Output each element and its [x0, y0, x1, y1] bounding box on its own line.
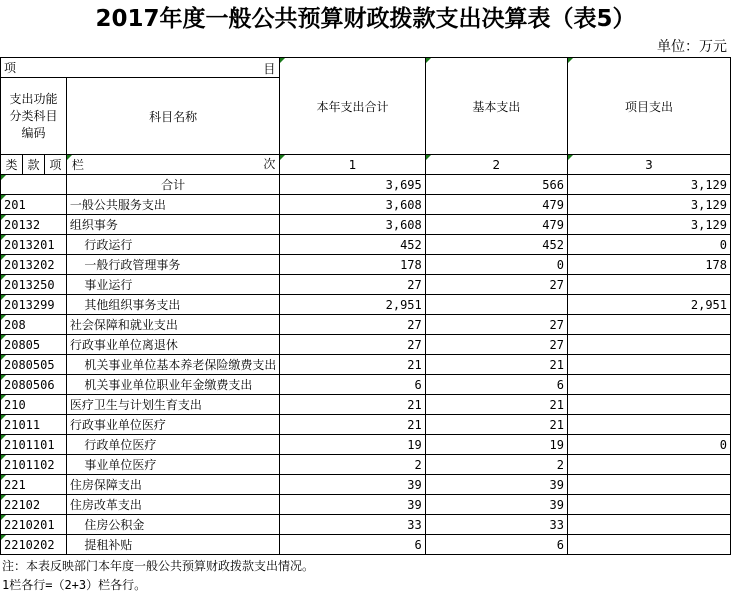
- row-name: 一般行政管理事务: [66, 255, 279, 275]
- header-item-cell: [1, 58, 280, 78]
- row-name: 提租补贴: [66, 535, 279, 555]
- table-row: [1, 395, 731, 415]
- row-total: 21: [280, 415, 425, 435]
- table-row: [1, 195, 731, 215]
- row-name: 行政运行: [66, 235, 279, 255]
- row-code: 208: [1, 315, 67, 335]
- row-code: 201: [1, 195, 67, 215]
- expenditure-table: [0, 57, 731, 555]
- header-lanci-cell: [66, 155, 279, 175]
- header-mu-label: 目: [263, 62, 276, 76]
- row-project: 178: [567, 255, 730, 275]
- row-total: 452: [280, 235, 425, 255]
- header-n2: 2: [425, 155, 567, 175]
- note-line: 1栏各行=（2+3）栏各行。: [2, 578, 147, 592]
- table-row: [1, 415, 731, 435]
- row-project: 3,129: [567, 195, 730, 215]
- row-code: 2210202: [1, 535, 67, 555]
- row-code: 2013201: [1, 235, 67, 255]
- row-name: 社会保障和就业支出: [66, 315, 279, 335]
- row-code: 210: [1, 395, 67, 415]
- header-basic: 基本支出: [425, 58, 567, 155]
- row-name: 机关事业单位基本养老保险缴费支出: [66, 355, 279, 375]
- table-row: [1, 515, 731, 535]
- row-name: 行政单位医疗: [66, 435, 279, 455]
- row-project: 2,951: [567, 295, 730, 315]
- row-name: 住房改革支出: [66, 495, 279, 515]
- row-basic: 0: [425, 255, 567, 275]
- table-row: [1, 315, 731, 335]
- row-project: [567, 375, 730, 395]
- row-project: [567, 475, 730, 495]
- header-n3: 3: [567, 155, 730, 175]
- row-name: 组织事务: [66, 215, 279, 235]
- row-total: 3,695: [280, 175, 425, 195]
- row-total: 33: [280, 515, 425, 535]
- row-name: 一般公共服务支出: [66, 195, 279, 215]
- row-total: 19: [280, 435, 425, 455]
- row-project: [567, 415, 730, 435]
- row-total: 2,951: [280, 295, 425, 315]
- row-code: 21011: [1, 415, 67, 435]
- row-basic: 27: [425, 275, 567, 295]
- row-basic: 2: [425, 455, 567, 475]
- row-total: 6: [280, 375, 425, 395]
- row-project: [567, 515, 730, 535]
- row-name: 住房保障支出: [66, 475, 279, 495]
- row-code: 2013299: [1, 295, 67, 315]
- row-total: 39: [280, 475, 425, 495]
- table-row: [1, 375, 731, 395]
- row-name: 事业运行: [66, 275, 279, 295]
- table-row: [1, 175, 731, 195]
- row-total: 21: [280, 355, 425, 375]
- table-row: [1, 455, 731, 475]
- row-basic: 6: [425, 375, 567, 395]
- row-name: 行政事业单位离退休: [66, 335, 279, 355]
- header-project: 项目支出: [567, 58, 730, 155]
- header-item-label: 项: [4, 61, 17, 75]
- row-basic: 39: [425, 495, 567, 515]
- row-project: [567, 495, 730, 515]
- note-line: 注：本表反映部门本年度一般公共预算财政拨款支出情况。: [2, 559, 315, 573]
- header-n1: 1: [280, 155, 425, 175]
- row-project: [567, 395, 730, 415]
- page-title: 2017年度一般公共预算财政拨款支出决算表（表5）: [95, 6, 636, 32]
- table-row: [1, 495, 731, 515]
- header-xiang: 项: [44, 155, 66, 175]
- row-total: 27: [280, 275, 425, 295]
- row-basic: 39: [425, 475, 567, 495]
- table-row: [1, 355, 731, 375]
- header-total: 本年支出合计: [280, 58, 425, 155]
- row-code: 221: [1, 475, 67, 495]
- row-project: 3,129: [567, 175, 730, 195]
- row-total: 27: [280, 335, 425, 355]
- row-total: 21: [280, 395, 425, 415]
- header-subject-name: 科目名称: [66, 78, 279, 155]
- table-row: [1, 255, 731, 275]
- row-basic: 479: [425, 195, 567, 215]
- row-name: 合计: [66, 175, 279, 195]
- row-project: [567, 275, 730, 295]
- row-code: 2101102: [1, 455, 67, 475]
- row-basic: 27: [425, 335, 567, 355]
- row-basic: 33: [425, 515, 567, 535]
- row-code: 2101101: [1, 435, 67, 455]
- notes: [2, 557, 314, 595]
- table-row: [1, 235, 731, 255]
- row-total: 6: [280, 535, 425, 555]
- row-code: 2013250: [1, 275, 67, 295]
- row-name: 事业单位医疗: [66, 455, 279, 475]
- row-code: 2080505: [1, 355, 67, 375]
- header-ci: 次: [263, 157, 276, 171]
- header-kuan: 款: [22, 155, 44, 175]
- row-code: 2080506: [1, 375, 67, 395]
- row-basic: 6: [425, 535, 567, 555]
- row-name: 医疗卫生与计划生育支出: [66, 395, 279, 415]
- row-project: 0: [567, 435, 730, 455]
- row-basic: 21: [425, 395, 567, 415]
- row-total: 39: [280, 495, 425, 515]
- row-total: 178: [280, 255, 425, 275]
- row-project: 0: [567, 235, 730, 255]
- table-row: [1, 295, 731, 315]
- unit-label: 单位：万元: [657, 39, 727, 55]
- row-name: 机关事业单位职业年金缴费支出: [66, 375, 279, 395]
- row-total: 27: [280, 315, 425, 335]
- row-basic: [425, 295, 567, 315]
- table-row: [1, 275, 731, 295]
- row-code: 2013202: [1, 255, 67, 275]
- table-row: [1, 475, 731, 495]
- row-total: 3,608: [280, 195, 425, 215]
- table-row: [1, 335, 731, 355]
- row-name: 行政事业单位医疗: [66, 415, 279, 435]
- table-row: [1, 535, 731, 555]
- table-row: [1, 435, 731, 455]
- row-basic: 479: [425, 215, 567, 235]
- header-lan: 栏: [71, 158, 84, 172]
- row-project: 3,129: [567, 215, 730, 235]
- row-name: 住房公积金: [66, 515, 279, 535]
- row-basic: 27: [425, 315, 567, 335]
- header-code-label: 支出功能分类科目编码: [1, 78, 67, 155]
- row-code: 22102: [1, 495, 67, 515]
- row-project: [567, 355, 730, 375]
- row-project: [567, 335, 730, 355]
- row-code: [1, 175, 67, 195]
- row-code: 20132: [1, 215, 67, 235]
- row-total: 3,608: [280, 215, 425, 235]
- row-basic: 566: [425, 175, 567, 195]
- row-code: 20805: [1, 335, 67, 355]
- header-lei: 类: [1, 155, 23, 175]
- row-basic: 21: [425, 355, 567, 375]
- row-project: [567, 315, 730, 335]
- table-row: [1, 215, 731, 235]
- row-total: 2: [280, 455, 425, 475]
- row-name: 其他组织事务支出: [66, 295, 279, 315]
- row-code: 2210201: [1, 515, 67, 535]
- row-project: [567, 455, 730, 475]
- row-project: [567, 535, 730, 555]
- row-basic: 452: [425, 235, 567, 255]
- row-basic: 21: [425, 415, 567, 435]
- row-basic: 19: [425, 435, 567, 455]
